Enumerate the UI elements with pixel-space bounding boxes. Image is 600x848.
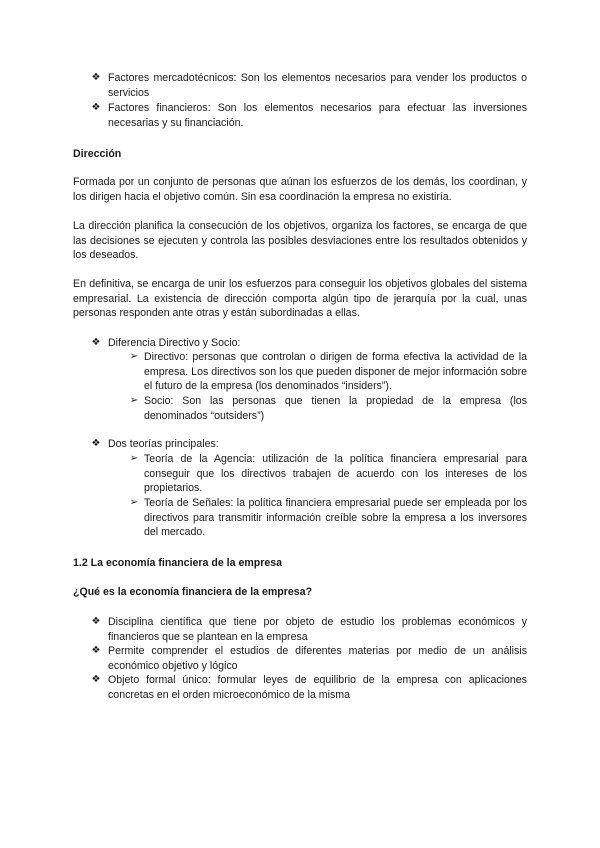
question-heading: ¿Qué es la economía financiera de la empresa?: [73, 586, 313, 598]
sub-list-item: [128, 496, 527, 540]
arrow-bullet-icon: ➢: [129, 453, 139, 464]
sub-list-item: [128, 394, 527, 423]
diamond-bullet-icon: ❖: [91, 674, 101, 685]
sub-bullet-text: Socio: Son las personas que tienen la propiedad de la empresa (los denominados “outsiders”): [144, 395, 527, 422]
sub-list-item: [128, 350, 527, 394]
diamond-bullet-icon: ❖: [91, 616, 101, 627]
paragraph: En definitiva, se encarga de unir los esfuerzos para conseguir los objetivos globales del sistema empresarial. La existencia de dirección comporta algún tipo de jerarquía por la cual, unas personas responden ante otras y están subordinadas a ellas.: [73, 278, 527, 320]
arrow-bullet-icon: ➢: [129, 497, 139, 508]
list-item: [90, 644, 527, 673]
bullet-text: Disciplina científica que tiene por objeto de estudio los problemas económicos y financieros que se plantean en la empresa: [108, 616, 527, 643]
list-item: [90, 615, 527, 644]
sub-list-item: [128, 452, 527, 496]
bullet-text: Diferencia Directivo y Socio:: [108, 337, 241, 349]
bullet-text: Dos teorías principales:: [108, 438, 219, 450]
list-item: [90, 673, 527, 702]
sub-bullet-text: Teoría de la Agencia: utilización de la política financiera empresarial para conseguir que los directivos trabajen de acuerdo con los intereses de los propietarios.: [144, 453, 527, 495]
sub-bullet-text: Directivo: personas que controlan o dirigen de forma efectiva la actividad de la empresa. Los directivos son los que pueden disponer de mejor información sobre el futuro de la empresa (los denominados “insiders”).: [144, 351, 527, 393]
bullet-text: Objeto formal único: formular leyes de equilibrio de la empresa con aplicaciones concretas en el orden microeconómico de la misma: [108, 674, 527, 701]
section-heading-direccion: Dirección: [73, 148, 122, 160]
list-item: [90, 437, 527, 452]
paragraph: La dirección planifica la consecución de los objetivos, organiza los factores, se encarga de que las decisiones se ejecuten y controla las posibles desviaciones entre los resultados obtenidos y los deseados.: [73, 220, 527, 262]
diamond-bullet-icon: ❖: [91, 102, 101, 113]
arrow-bullet-icon: ➢: [129, 351, 139, 362]
bullet-text: Factores mercadotécnicos: Son los elementos necesarios para vender los productos o servicios: [108, 72, 527, 99]
diamond-bullet-icon: ❖: [91, 645, 101, 656]
list-item: [90, 71, 527, 100]
bullet-text: Factores financieros: Son los elementos necesarios para efectuar las inversiones necesarias y su financiación.: [108, 102, 527, 129]
sub-bullet-text: Teoría de Señales: la política financiera empresarial puede ser empleada por los directivos para transmitir información creíble sobre la empresa a los inversores del mercado.: [144, 497, 527, 539]
diamond-bullet-icon: ❖: [91, 438, 101, 449]
bullet-text: Permite comprender el estudios de diferentes materias por medio de un análisis económico objetivo y lógico: [108, 645, 527, 672]
section-title: 1.2 La economía financiera de la empresa: [73, 557, 283, 569]
arrow-bullet-icon: ➢: [129, 395, 139, 406]
list-item: [90, 101, 527, 130]
diamond-bullet-icon: ❖: [91, 337, 101, 348]
diamond-bullet-icon: ❖: [91, 72, 101, 83]
paragraph: Formada por un conjunto de personas que aúnan los esfuerzos de los demás, los coordinan, y los dirigen hacia el objetivo común. Sin esa coordinación la empresa no existiría.: [73, 176, 527, 203]
list-item: [90, 336, 527, 351]
